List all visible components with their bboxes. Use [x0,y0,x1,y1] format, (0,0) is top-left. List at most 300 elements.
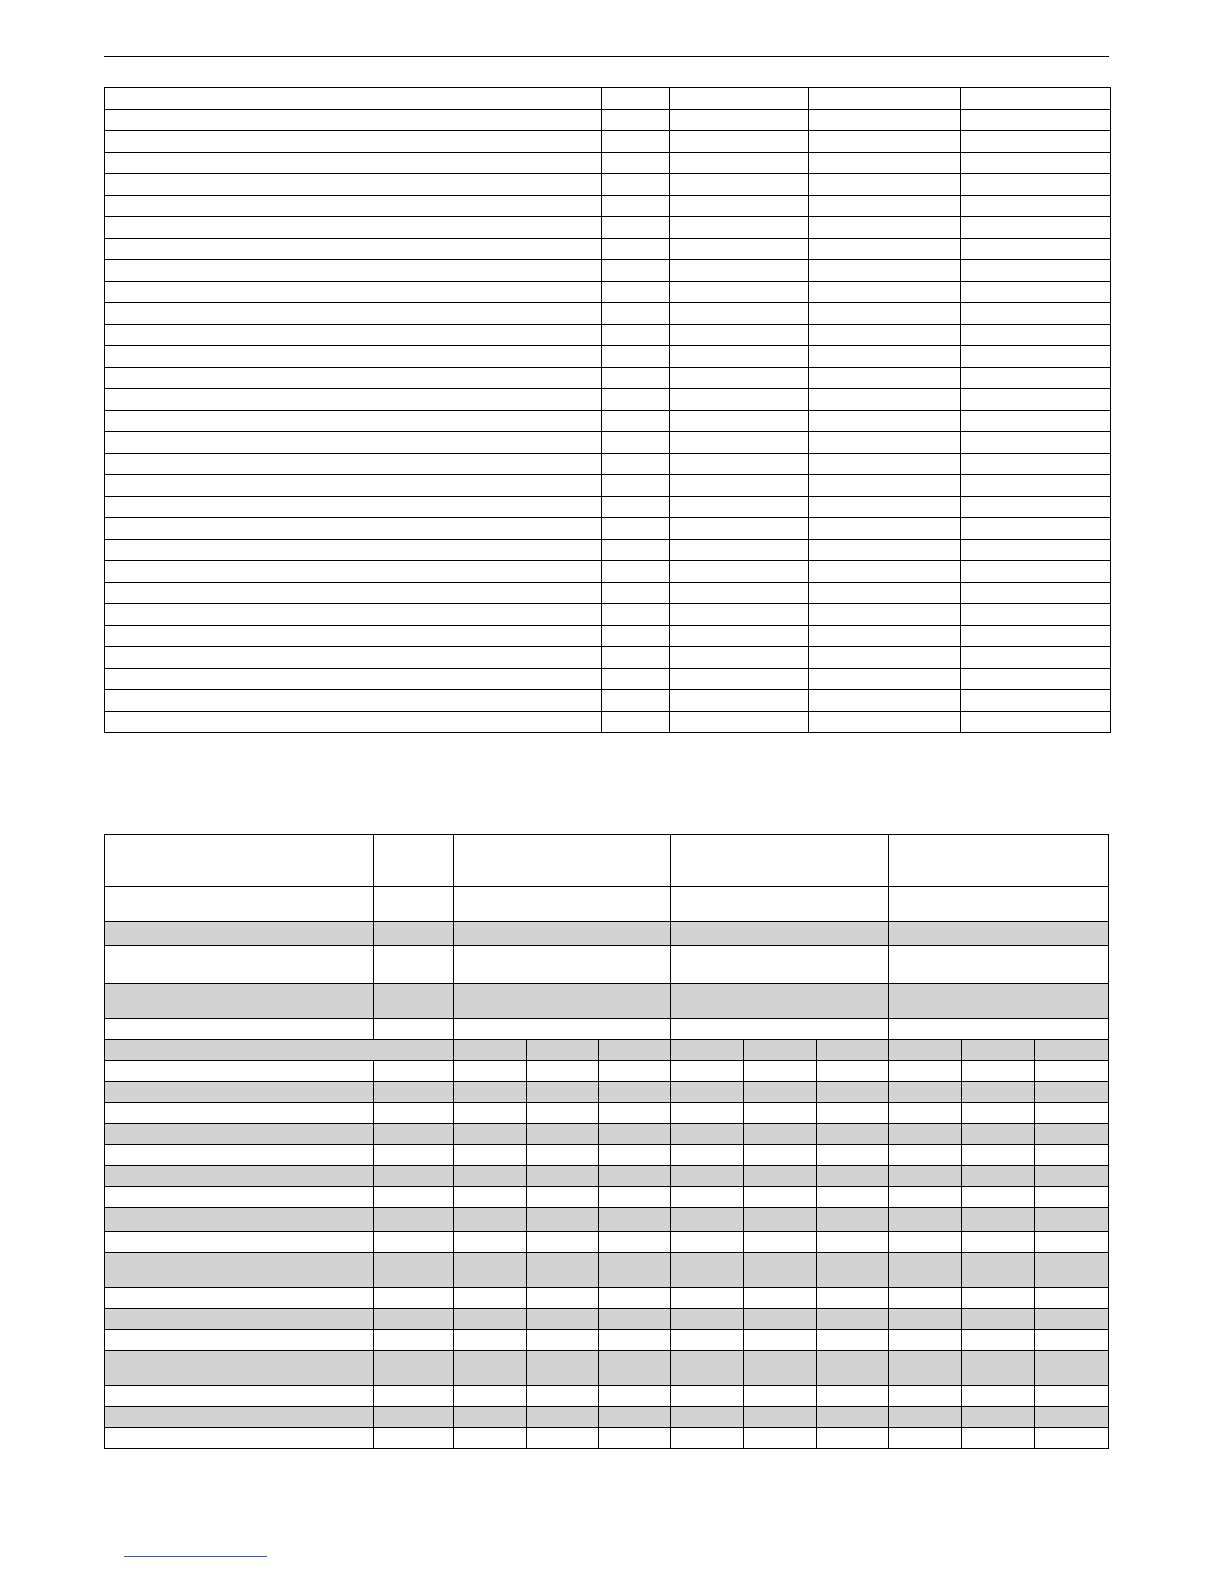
table-cell [962,1407,1035,1428]
table-cell [599,1040,671,1061]
table-cell [670,324,809,346]
table-row [105,1351,1109,1386]
table-cell [602,668,670,690]
table-row [105,432,1111,454]
table-row [105,1330,1109,1351]
table-cell [105,1309,374,1330]
table-cell [105,174,602,196]
table-cell [809,668,961,690]
table-cell [105,195,602,217]
table-cell [744,1061,817,1082]
table-cell [374,984,454,1019]
table-cell [670,432,809,454]
table-cell [599,1330,671,1351]
table-row [105,1253,1109,1288]
table-cell [809,496,961,518]
table-cell [889,1288,962,1309]
table-group-cell [454,922,671,946]
table-cell [670,238,809,260]
table-cell [809,152,961,174]
table-cell [889,1124,962,1145]
table-cell [105,1330,374,1351]
table-cell [602,453,670,475]
table-cell [809,303,961,325]
table-cell [374,835,454,887]
table-cell [961,518,1111,540]
table-cell [454,1208,527,1232]
table-cell [105,1407,374,1428]
table-row [105,604,1111,626]
table-cell [670,346,809,368]
table-cell [744,1330,817,1351]
table-cell [599,1187,671,1208]
table-cell [817,1351,889,1386]
table-cell [454,1428,527,1449]
table-row [105,1187,1109,1208]
table-cell [962,1253,1035,1288]
table-row [105,690,1111,712]
table-cell [962,1232,1035,1253]
table-cell [671,1166,744,1187]
table-cell [602,389,670,411]
table-cell [105,88,602,110]
table-cell [105,711,602,733]
table-row [105,238,1111,260]
table-cell [889,1428,962,1449]
table-cell [962,1082,1035,1103]
table-cell [1035,1428,1109,1449]
table-cell [374,1103,454,1124]
table-cell [671,1040,744,1061]
table-cell [744,1288,817,1309]
table-cell [105,346,602,368]
table-cell [962,1124,1035,1145]
table-cell [961,281,1111,303]
table-cell [889,1253,962,1288]
table-row [105,1103,1109,1124]
table-cell [962,1309,1035,1330]
table-cell [454,1040,527,1061]
table-cell [962,1351,1035,1386]
table-cell [962,1040,1035,1061]
table-cell [670,453,809,475]
table-cell [671,1428,744,1449]
table-cell [454,1145,527,1166]
table-cell [527,1145,599,1166]
table-group-cell [889,984,1109,1019]
table-cell [105,217,602,239]
table-cell [602,324,670,346]
table-header-row [105,835,1109,887]
table-cell [602,604,670,626]
table-cell [961,324,1111,346]
table-row [105,1082,1109,1103]
table-cell [670,303,809,325]
table-cell [105,922,374,946]
table-cell [599,1145,671,1166]
table-cell [670,195,809,217]
table-row [105,1124,1109,1145]
table-cell [817,1330,889,1351]
table-cell [374,1351,454,1386]
table-cell [670,174,809,196]
table-cell [527,1386,599,1407]
table-cell [961,109,1111,131]
table-cell [809,453,961,475]
table-cell [105,1040,454,1061]
table-cell [105,1386,374,1407]
table-cell [105,1061,374,1082]
table-cell [454,1061,527,1082]
table-cell [1035,1124,1109,1145]
table-cell [809,88,961,110]
table-cell [744,1124,817,1145]
table-row [105,1407,1109,1428]
table-row [105,346,1111,368]
table-cell [454,1386,527,1407]
table-cell [744,1407,817,1428]
table-cell [602,346,670,368]
table-cell [744,1428,817,1449]
table-lower [104,834,1109,1449]
table-cell [1035,1061,1109,1082]
table-cell [105,367,602,389]
table-cell [744,1145,817,1166]
table-cell [671,1330,744,1351]
table-cell [671,1407,744,1428]
table-cell [527,1330,599,1351]
table-cell [961,217,1111,239]
table-cell [744,1351,817,1386]
table-cell [744,1253,817,1288]
table-cell [105,1124,374,1145]
table-cell [961,496,1111,518]
table-cell [454,1124,527,1145]
table-upper [104,87,1111,733]
table-cell [961,432,1111,454]
table-group-cell [671,887,889,922]
table-cell [809,625,961,647]
table-cell [961,238,1111,260]
table-cell [105,582,602,604]
table-cell [105,389,602,411]
table-cell [961,453,1111,475]
table-cell [962,1145,1035,1166]
table-cell [105,1166,374,1187]
table-cell [105,475,602,497]
table-cell [670,690,809,712]
table-row [105,131,1111,153]
table-row [105,496,1111,518]
table-header-row [105,1019,1109,1040]
table-cell [817,1253,889,1288]
table-cell [454,1232,527,1253]
table-cell [454,1309,527,1330]
table-cell [374,1019,454,1040]
table-cell [599,1232,671,1253]
table-cell [670,217,809,239]
table-cell [809,582,961,604]
table-cell [809,475,961,497]
table-cell [599,1351,671,1386]
table-cell [744,1208,817,1232]
table-row [105,260,1111,282]
table-cell [961,195,1111,217]
table-cell [809,367,961,389]
table-cell [809,539,961,561]
table-row [105,711,1111,733]
table-cell [670,518,809,540]
table-cell [1035,1187,1109,1208]
table-cell [374,1124,454,1145]
table-row [105,453,1111,475]
table-cell [670,496,809,518]
table-cell [374,1330,454,1351]
table-cell [670,389,809,411]
table-row [105,303,1111,325]
table-cell [105,1253,374,1288]
table-cell [454,1407,527,1428]
table-cell [809,174,961,196]
table-cell [374,1288,454,1309]
table-cell [670,539,809,561]
table-cell [817,1288,889,1309]
table-row [105,109,1111,131]
table-cell [817,1309,889,1330]
table-row [105,1166,1109,1187]
table-cell [602,410,670,432]
table-cell [374,1082,454,1103]
table-row [105,582,1111,604]
table-cell [599,1082,671,1103]
table-row [105,88,1111,110]
table-cell [105,984,374,1019]
table-cell [105,453,602,475]
table-cell [809,647,961,669]
table-cell [671,1232,744,1253]
table-cell [889,1145,962,1166]
table-cell [374,1407,454,1428]
table-cell [671,1124,744,1145]
table-cell [454,1082,527,1103]
table-row [105,1288,1109,1309]
table-cell [105,561,602,583]
table-cell [1035,1253,1109,1288]
table-row [105,668,1111,690]
table-cell [527,1061,599,1082]
table-cell [105,539,602,561]
table-cell [105,946,374,984]
table-row [105,1386,1109,1407]
table-cell [670,410,809,432]
table-cell [962,1166,1035,1187]
table-cell [744,1386,817,1407]
table-cell [670,711,809,733]
table-cell [809,324,961,346]
table-cell [374,1428,454,1449]
table-cell [961,582,1111,604]
table-cell [961,346,1111,368]
table-cell [961,625,1111,647]
table-cell [889,1166,962,1187]
table-cell [527,1208,599,1232]
table-cell [599,1061,671,1082]
table-cell [1035,1040,1109,1061]
table-cell [809,217,961,239]
table-cell [889,1232,962,1253]
table-cell [962,1061,1035,1082]
table-cell [670,88,809,110]
table-cell [744,1082,817,1103]
table-cell [105,152,602,174]
table-cell [671,1061,744,1082]
table-cell [374,887,454,922]
table-cell [602,195,670,217]
table-cell [809,690,961,712]
table-cell [602,496,670,518]
table-cell [670,475,809,497]
table-cell [105,238,602,260]
table-cell [670,281,809,303]
table-cell [961,539,1111,561]
table-cell [599,1253,671,1288]
table-cell [671,1208,744,1232]
table-cell [527,1187,599,1208]
table-cell [670,109,809,131]
table-cell [602,131,670,153]
table-cell [105,1428,374,1449]
table-cell [671,1082,744,1103]
table-cell [671,1253,744,1288]
table-row [105,1061,1109,1082]
table-cell [809,604,961,626]
table-row [105,625,1111,647]
table-row [105,410,1111,432]
table-cell [809,518,961,540]
table-cell [889,1386,962,1407]
table-cell [599,1309,671,1330]
table-cell [962,1428,1035,1449]
table-cell [961,367,1111,389]
table-cell [105,410,602,432]
table-cell [527,1082,599,1103]
table-cell [817,1208,889,1232]
table-row [105,217,1111,239]
table-cell [961,690,1111,712]
table-cell [527,1288,599,1309]
table-cell [602,432,670,454]
table-cell [889,1309,962,1330]
table-cell [602,711,670,733]
table-cell [105,647,602,669]
table-cell [961,647,1111,669]
table-cell [599,1428,671,1449]
table-cell [670,260,809,282]
table-row [105,1208,1109,1232]
table-row [105,1428,1109,1449]
table-header-row [105,922,1109,946]
table-cell [105,432,602,454]
table-cell [809,561,961,583]
table-cell [527,1253,599,1288]
table-group-cell [889,835,1109,887]
table-cell [889,1208,962,1232]
table-group-cell [671,1019,889,1040]
table-cell [817,1187,889,1208]
table-cell [454,1253,527,1288]
table-cell [105,1082,374,1103]
table-cell [1035,1232,1109,1253]
table-header-row [105,984,1109,1019]
table-cell [809,346,961,368]
table-group-cell [671,984,889,1019]
table-cell [961,303,1111,325]
table-cell [817,1428,889,1449]
table-cell [374,1253,454,1288]
table-cell [817,1040,889,1061]
table-cell [454,1187,527,1208]
table-cell [527,1232,599,1253]
table-cell [817,1386,889,1407]
table-cell [744,1309,817,1330]
table-cell [105,1145,374,1166]
table-group-cell [454,984,671,1019]
table-cell [602,238,670,260]
table-cell [602,174,670,196]
table-cell [961,152,1111,174]
table-cell [527,1407,599,1428]
table-cell [889,1407,962,1428]
table-cell [744,1040,817,1061]
table-cell [817,1407,889,1428]
table-cell [454,1288,527,1309]
table-cell [744,1103,817,1124]
footer-link-underline[interactable] [124,1556,267,1557]
table-cell [374,1166,454,1187]
table-cell [670,152,809,174]
table-cell [527,1428,599,1449]
table-cell [1035,1407,1109,1428]
table-cell [1035,1330,1109,1351]
table-cell [817,1232,889,1253]
table-cell [454,1103,527,1124]
table-row [105,1145,1109,1166]
table-cell [374,1061,454,1082]
table-cell [809,432,961,454]
table-cell [961,260,1111,282]
table-group-cell [671,835,889,887]
table-cell [602,217,670,239]
table-cell [961,88,1111,110]
table-cell [744,1232,817,1253]
table-cell [889,1103,962,1124]
table-cell [817,1082,889,1103]
table-cell [961,711,1111,733]
table-cell [105,518,602,540]
table-cell [527,1309,599,1330]
table-cell [374,1309,454,1330]
table-cell [1035,1208,1109,1232]
table-group-cell [889,922,1109,946]
table-cell [602,625,670,647]
table-row [105,174,1111,196]
table-cell [1035,1351,1109,1386]
table-cell [599,1103,671,1124]
table-cell [809,711,961,733]
table-cell [889,1330,962,1351]
table-cell [105,324,602,346]
table-group-cell [454,835,671,887]
